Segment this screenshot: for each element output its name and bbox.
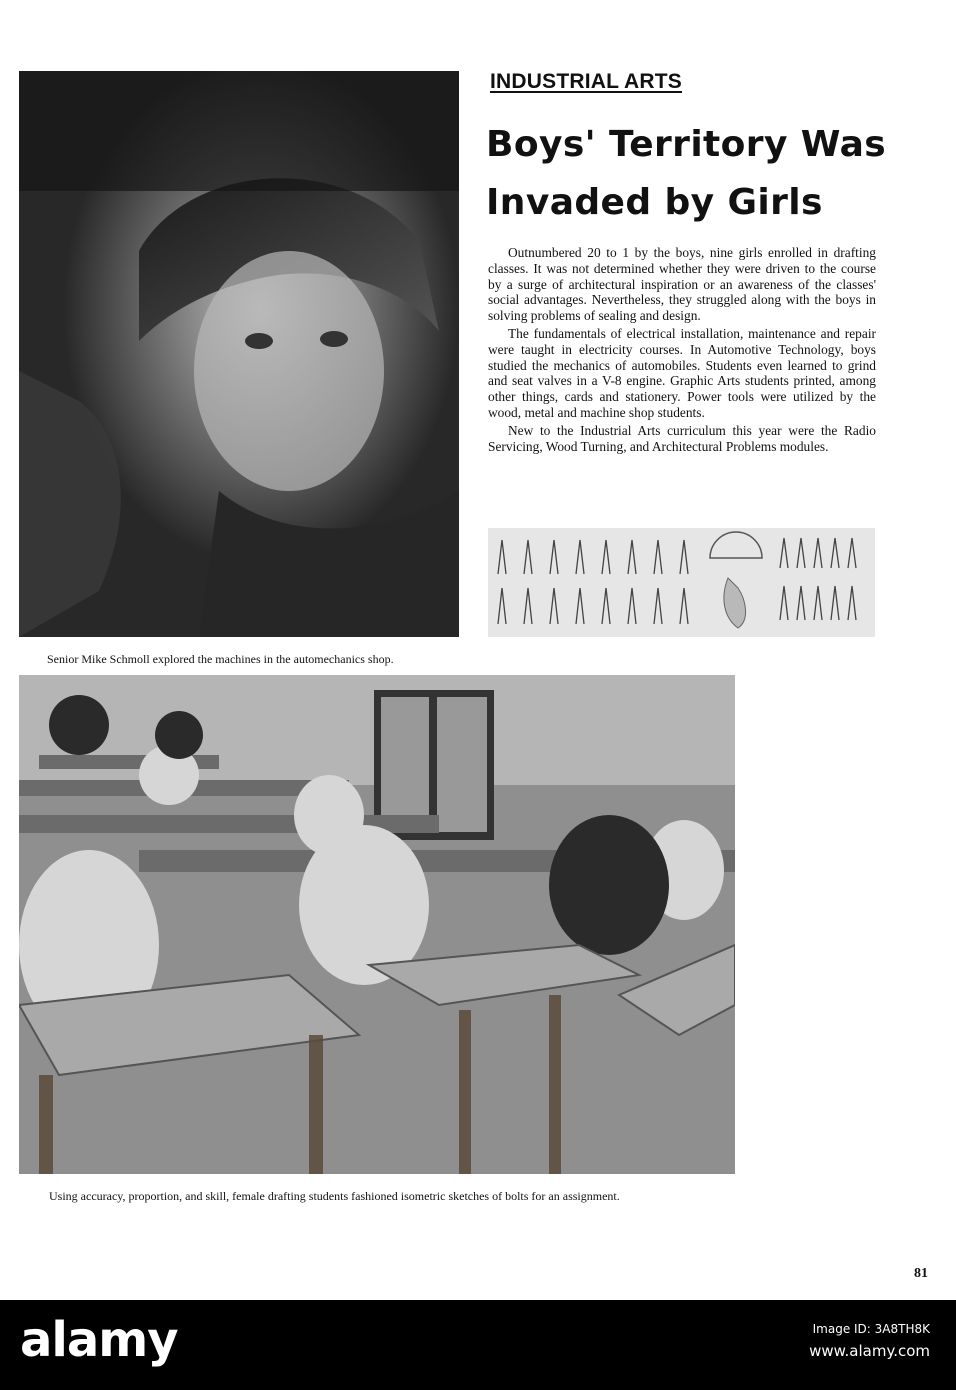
portrait-caption: Senior Mike Schmoll explored the machines in the automechanics shop. [47, 652, 394, 666]
page-number: 81 [914, 1266, 928, 1281]
paragraph: The fundamentals of electrical installation, maintenance and repair were taught in electricity courses. In Automotive Technology, boys studied the mechanics of automobiles. Students even learned to grind and seat valves in a V-8 engine. Graphic Arts students printed, among other things, cards and stationery. Power tools were utilized by the wood, metal and machine shop students. [488, 325, 876, 420]
image-id-label: Image ID: 3A8TH8K [812, 1322, 930, 1336]
drafting-instruments-photo [488, 528, 875, 637]
headline: Boys' Territory Was Invaded by Girls [486, 124, 887, 223]
watermark-meta [809, 1318, 930, 1362]
classroom-photo [19, 675, 735, 1174]
paragraph: Outnumbered 20 to 1 by the boys, nine girls enrolled in drafting classes. It was not determined whether they were driven to the course by a surge of architectural inspiration or an awareness of the classes' social advantages. Nevertheless, they struggled along with the boys in solving problems of sealing and design. [488, 245, 876, 324]
paragraph: New to the Industrial Arts curriculum this year were the Radio Servicing, Wood Turning, and Architectural Problems modules. [488, 422, 876, 454]
watermark-url: www.alamy.com [809, 1342, 930, 1360]
classroom-caption: Using accuracy, proportion, and skill, female drafting students fashioned isometric sketches of bolts for an assignment. [49, 1189, 620, 1203]
watermark-logo: alamy [20, 1312, 178, 1368]
section-kicker: INDUSTRIAL ARTS [490, 70, 682, 93]
portrait-photo [19, 71, 459, 637]
article-body [488, 245, 876, 456]
